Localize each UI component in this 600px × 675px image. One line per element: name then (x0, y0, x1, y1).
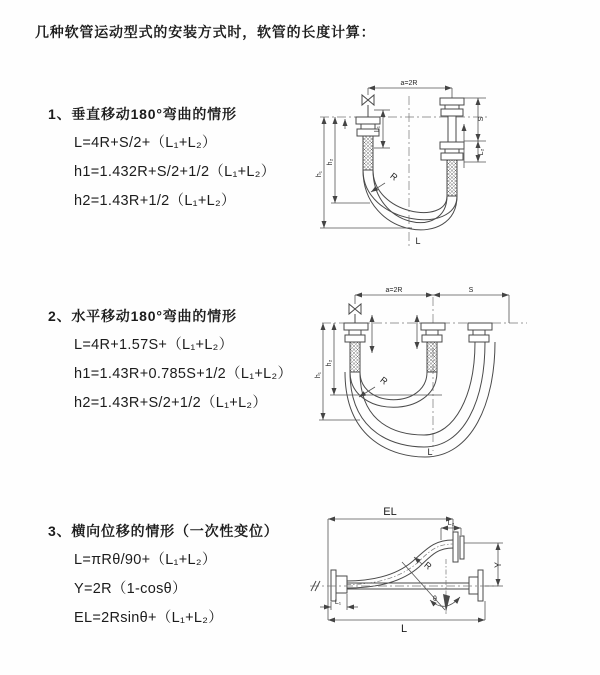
dim-label-l2: L₂ (478, 148, 485, 156)
valve-icon (349, 304, 361, 323)
dim-label-el: EL (383, 506, 397, 518)
dim-label-l1: L₁ (374, 125, 381, 133)
hose-curve (373, 170, 447, 213)
dim-label-s: S (468, 287, 474, 294)
length-label: L (427, 447, 433, 457)
diagram-vertical-u-bend (312, 76, 598, 258)
diagram-lateral-displacement (302, 502, 598, 658)
hose-centerline (346, 544, 453, 585)
hose-curve (360, 342, 475, 435)
right-fitting-upper (440, 98, 464, 142)
dim-label-y: Y (493, 561, 503, 569)
hose-curve (360, 372, 427, 400)
middle-fitting (421, 323, 445, 372)
section-1-heading: 1、垂直移动180°弯曲的情形 (48, 106, 237, 122)
hose-curve (346, 540, 453, 581)
formula-L: L=πRθ/90+（L₁+L₂） (74, 552, 217, 568)
diagram-horizontal-u-bend (312, 283, 598, 461)
dim-label-h1: h₁ (315, 371, 322, 379)
hose-curve (350, 372, 437, 407)
right-fitting (468, 323, 492, 342)
formula-L: L=4R+1.57S+（L₁+L₂） (74, 337, 234, 353)
hose-curve (346, 548, 453, 588)
section-vertical-movement (48, 104, 276, 211)
dim-label-l2: L₂ (447, 520, 455, 527)
formula-h1: h1=1.432R+S/2+1/2（L₁+L₂） (74, 164, 276, 180)
page-title: 几种软管运动型式的安装方式时，软管的长度计算： (35, 24, 376, 40)
hose-curve (345, 342, 495, 457)
formula-EL: EL=2Rsinθ+（L₁+L₂） (74, 610, 224, 626)
left-flange (331, 570, 347, 601)
left-fitting (344, 323, 368, 372)
length-label: L (400, 623, 408, 635)
right-fitting-lower (440, 142, 464, 196)
length-label: L (415, 236, 421, 246)
formula-Y: Y=2R（1-cosθ） (74, 581, 187, 597)
dim-label-theta: θ (433, 596, 437, 603)
left-fitting (356, 117, 380, 170)
section-lateral-displacement (48, 521, 279, 628)
section-horizontal-movement (48, 306, 292, 413)
radius-label: R (388, 170, 400, 183)
dim-label-l1: L₁ (334, 599, 342, 606)
dim-label-a2r: a=2R (400, 80, 418, 87)
formula-h1: h1=1.43R+0.785S+1/2（L₁+L₂） (74, 366, 293, 382)
dim-label-s: S (478, 116, 485, 122)
section-2-heading: 2、水平移动180°弯曲的情形 (48, 308, 237, 324)
radius-label: R (422, 559, 434, 572)
upper-flange (453, 532, 464, 562)
right-flange (469, 570, 483, 601)
valve-icon (362, 95, 374, 117)
dim-label-a2r: a=2R (385, 287, 403, 294)
formula-h2: h2=1.43R+S/2+1/2（L₁+L₂） (74, 395, 268, 411)
formula-L: L=4R+S/2+（L₁+L₂） (74, 135, 217, 151)
radius-label: R (378, 374, 390, 387)
dim-label-h2: h₂ (327, 158, 334, 166)
hose-curve (350, 342, 485, 447)
dim-label-h1: h₁ (316, 170, 323, 178)
dim-label-h2: h₂ (326, 359, 333, 367)
formula-h2: h2=1.43R+1/2（L₁+L₂） (74, 193, 236, 209)
section-3-heading: 3、横向位移的情形（一次性变位） (48, 523, 279, 539)
